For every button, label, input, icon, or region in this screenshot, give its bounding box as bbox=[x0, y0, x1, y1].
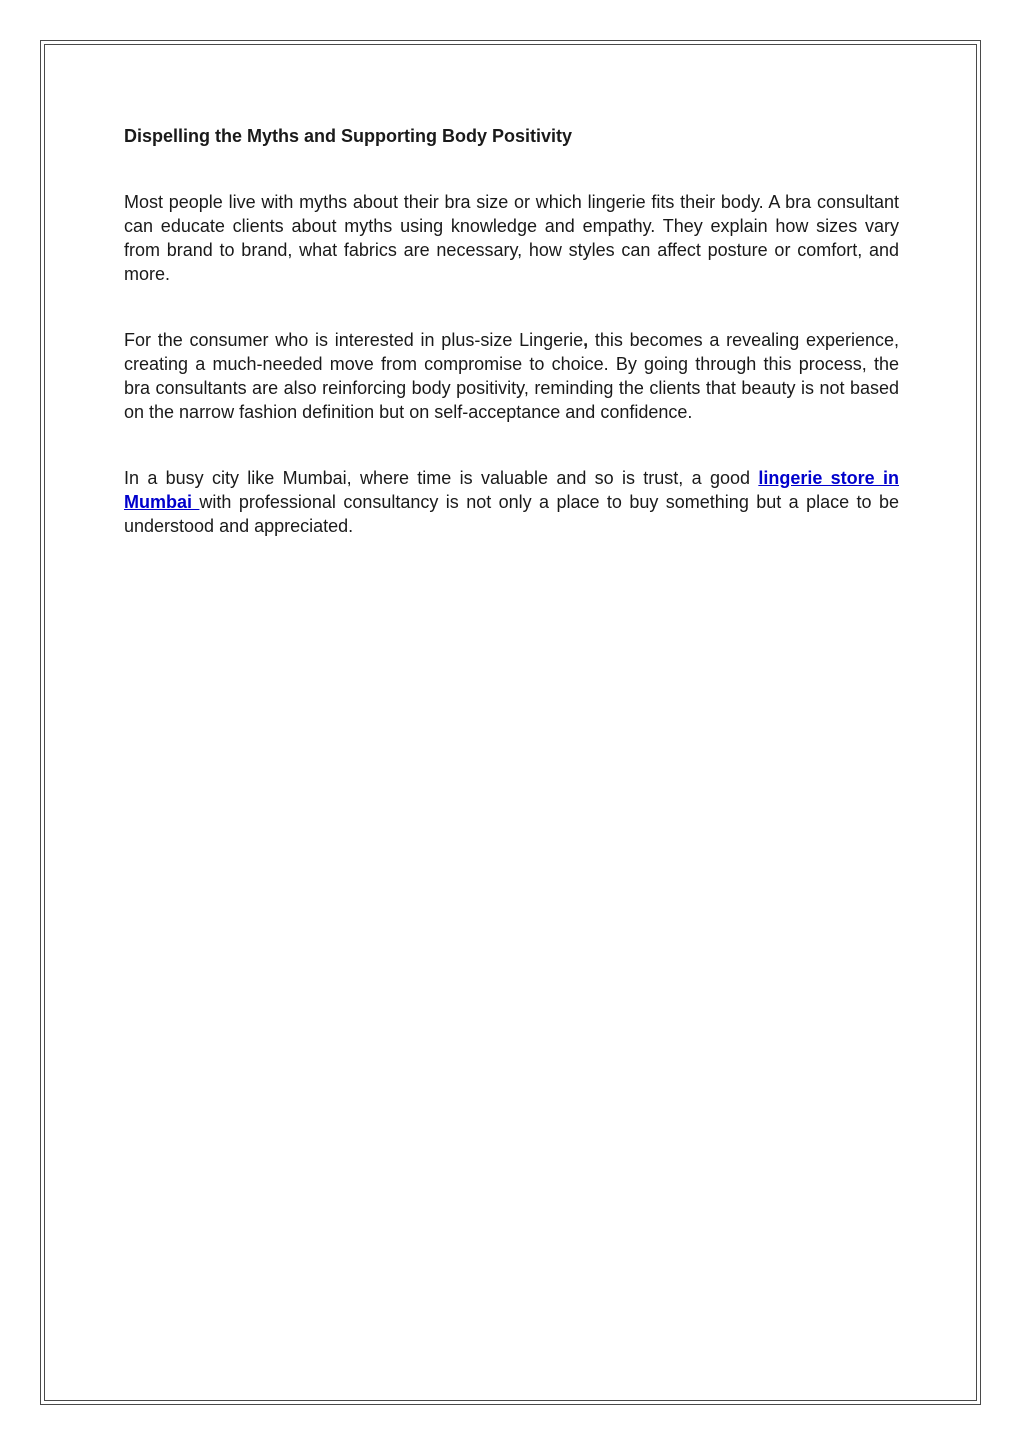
paragraph-mumbai-before-link: In a busy city like Mumbai, where time is valuable and so is trust, a good bbox=[124, 468, 759, 488]
paragraph-myths: Most people live with myths about their bra size or which lingerie fits their body. A bra consultant can educate clients about myths using knowledge and empathy. They explain how sizes vary from brand to brand, what fabrics are necessary, how styles can affect posture or comfort, and more. bbox=[124, 192, 899, 284]
paragraph-plus-size-part1: For the consumer who is interested in plus-size Lingerie bbox=[124, 330, 584, 350]
bold-comma: , bbox=[583, 330, 589, 350]
paragraph-plus-size-part2: this becomes a revealing experience, creating a much-needed move from compromise to choice. By going through this process, the bra consultants are also reinforcing body positivity, reminding the clients that beauty is not based on the narrow fashion definition but on self-acceptance and confidence. bbox=[124, 330, 899, 422]
paragraph-mumbai-after-link: with professional consultancy is not only a place to buy something but a place to be understood and appreciated. bbox=[124, 492, 899, 536]
paragraph-mumbai bbox=[124, 466, 899, 538]
section-heading: Dispelling the Myths and Supporting Body Positivity bbox=[124, 126, 573, 146]
document-body bbox=[124, 124, 899, 580]
lingerie-store-link[interactable]: lingerie store in Mumbai bbox=[124, 468, 899, 512]
paragraph-plus-size bbox=[124, 328, 899, 424]
